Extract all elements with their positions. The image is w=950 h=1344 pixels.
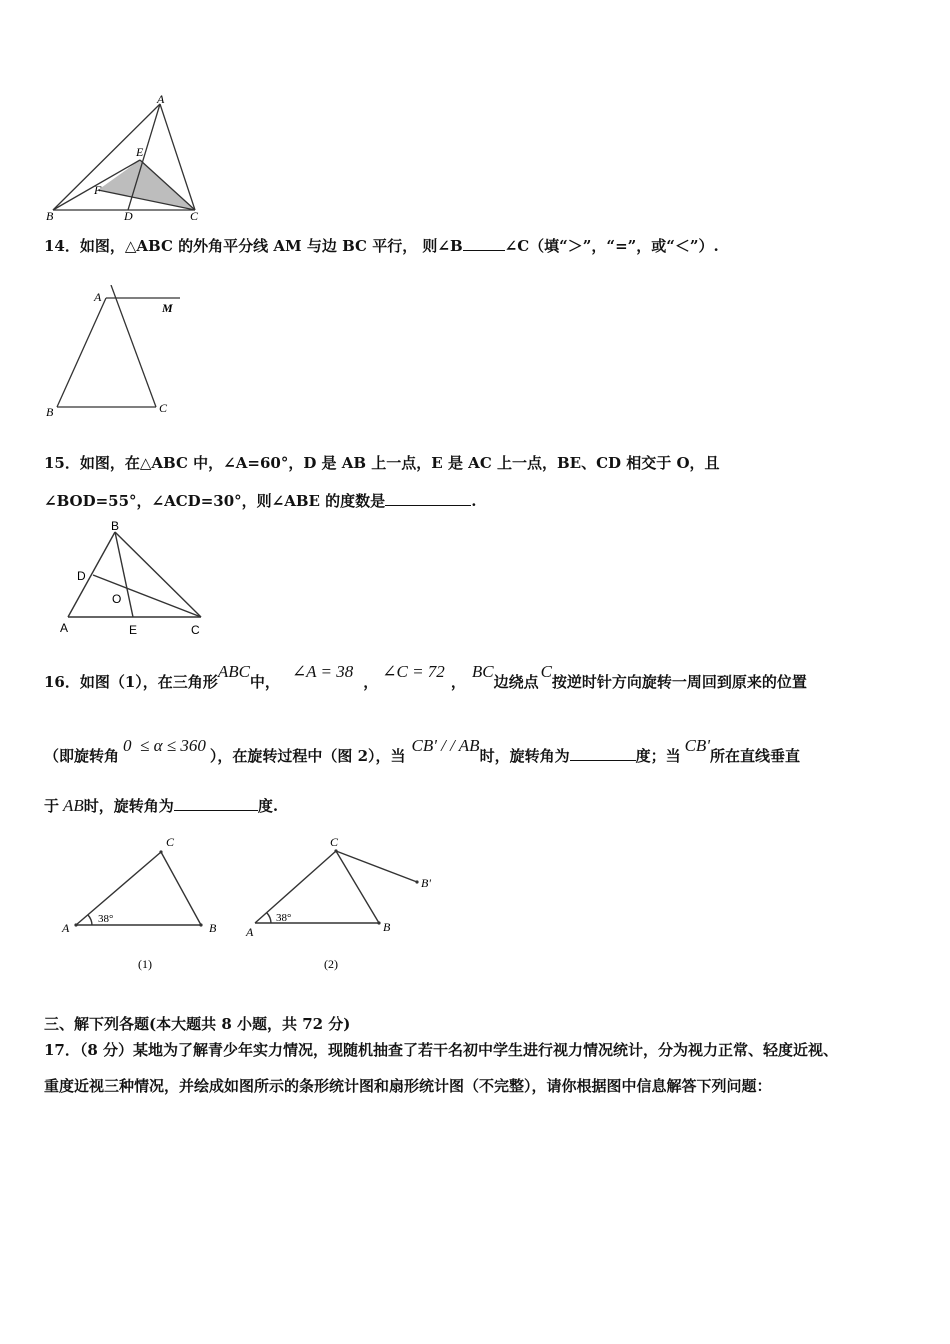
- q14-text-before: 14．如图，△ABC 的外角平分线 AM 与边 BC 平行， 则∠B: [44, 237, 463, 255]
- q16-math-parallel: CB' / / AB: [411, 736, 480, 755]
- q16-math-range: 0 ≤ α ≤ 360: [123, 736, 206, 755]
- q14-answer-blank[interactable]: [463, 236, 505, 251]
- q16-math-bc: BC: [471, 662, 494, 681]
- q16-math-abc: ABC: [217, 662, 250, 681]
- fig16a-label-C: C: [166, 835, 175, 849]
- question-16-line3: [44, 796, 278, 816]
- q15-answer-blank[interactable]: [385, 491, 471, 506]
- q16-text-6: 按逆时针方向旋转一周回到原来的位置: [551, 673, 807, 691]
- fig16a-caption: (1): [138, 957, 152, 971]
- fig13-label-E: E: [136, 145, 144, 159]
- q16-text-7: （即旋转角: [44, 747, 120, 765]
- fig14-label-M: M: [162, 301, 173, 315]
- q16-text-5: 边绕点: [493, 673, 539, 691]
- q16-text-8: ），在旋转过程中（图 2），当: [209, 747, 406, 765]
- fig15-label-D: D: [77, 569, 86, 583]
- q16-math-angle-c: ∠C = 72: [382, 662, 445, 681]
- fig13-label-A: A: [157, 92, 165, 106]
- q16-math-angle-a: ∠A = 38: [291, 662, 354, 681]
- figure-16-1: [56, 832, 231, 977]
- fig14-label-C: C: [159, 401, 168, 415]
- q14-text-after: ∠C（填“＞”，“=”，或“＜”）.: [504, 237, 719, 255]
- figure-16-2: [240, 832, 450, 977]
- q16-math-cb: CB': [684, 736, 710, 755]
- fig16a-label-A: A: [62, 921, 70, 935]
- fig16b-label-A: A: [246, 925, 254, 939]
- q16-math-c: C: [540, 662, 552, 681]
- fig16b-caption: (2): [324, 957, 338, 971]
- figure-13-triangle: [40, 92, 210, 224]
- q16-text-12: 于: [44, 797, 60, 815]
- fig16b-angle-label: 38°: [276, 912, 292, 924]
- q16-answer-blank-2[interactable]: [174, 796, 258, 811]
- q16-text-9: 时，旋转角为: [479, 747, 570, 765]
- q16-text-13: 时，旋转角为: [83, 797, 174, 815]
- fig13-label-C: C: [190, 209, 199, 223]
- fig13-label-F: F: [94, 183, 102, 197]
- fig16b-label-B: B: [383, 920, 391, 934]
- fig14-label-A: A: [94, 290, 102, 304]
- q16-text-4: ，: [450, 673, 466, 691]
- question-17-line1: 17．（8 分）某地为了解青少年实力情况，现随机抽查了若干名初中学生进行视力情况统计，分为视力正常、轻度近视、: [44, 1041, 839, 1059]
- q16-math-ab: AB: [63, 796, 84, 815]
- question-16-line2: [44, 736, 800, 766]
- fig16a-angle-label: 38°: [98, 913, 114, 925]
- section-3-heading: 三、解下列各题(本大题共 8 小题，共 72 分): [44, 1015, 351, 1033]
- fig16b-label-B-prime: B': [421, 876, 431, 890]
- q16-text-1: 16．如图（1），在三角形: [44, 673, 218, 691]
- q15-text-before: ∠BOD=55°，∠ACD=30°，则∠ABE 的度数是: [44, 492, 386, 510]
- fig13-label-D: D: [124, 209, 133, 223]
- fig14-label-B: B: [46, 405, 54, 419]
- fig15-label-E: E: [129, 623, 138, 637]
- figure-15-triangle: [55, 518, 215, 640]
- fig15-label-O: O: [112, 592, 122, 606]
- fig16b-label-C: C: [330, 835, 339, 849]
- q16-text-14: 度.: [257, 797, 279, 815]
- question-17-line2: 重度近视三种情况，并绘成如图所示的条形统计图和扇形统计图（不完整），请你根据图中信息解答下列问题：: [44, 1077, 772, 1095]
- fig16a-label-B: B: [209, 921, 217, 935]
- q16-text-3: ，: [363, 673, 379, 691]
- question-15-line2: [44, 491, 476, 511]
- fig15-label-C: C: [191, 623, 200, 637]
- question-15-line1: 15．如图，在△ABC 中，∠A=60°，D 是 AB 上一点，E 是 AC 上一点，BE、CD 相交于 O，且: [44, 454, 720, 472]
- q15-text-after: .: [471, 492, 477, 510]
- figure-14-triangle: [40, 285, 200, 420]
- fig15-label-B: B: [111, 519, 120, 533]
- fig13-label-B: B: [46, 209, 54, 223]
- q16-text-11: 所在直线垂直: [709, 747, 800, 765]
- q16-text-10: 度；当: [635, 747, 681, 765]
- question-14: [44, 236, 719, 256]
- q16-text-2: 中，: [249, 673, 280, 691]
- fig15-label-A: A: [60, 621, 69, 635]
- question-16-line1: [44, 662, 807, 692]
- q16-answer-blank-1[interactable]: [570, 746, 636, 761]
